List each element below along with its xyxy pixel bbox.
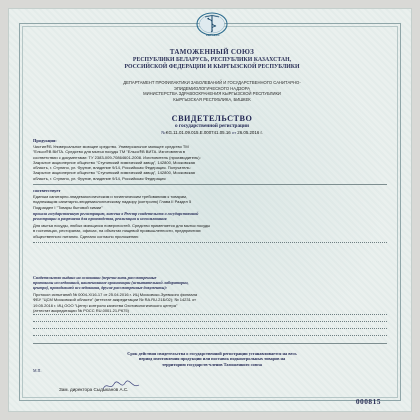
department-line-3: МИНИСТЕРСТВА ЗДРАВООХРАНЕНИЯ КЫРГЫЗСКОЙ РЕСПУБЛИКИ [143,91,281,97]
protocols-title [33,275,387,290]
certificate-title: СВИДЕТЕЛЬСТВО [171,114,253,123]
section-divider [33,184,387,185]
product-line: Закрытое акционерное общество "Ступинский химический завод", 142800, Московская [33,159,195,165]
protocol-line: ФБУ "ЦСМ Московской области" (аттестат аккредитации № RA.RU.21Б/02); № 14231 от [33,297,196,303]
number-prefix: № [161,130,166,135]
seal-mark: М.П. [33,368,42,373]
validity-line: Срок действия свидетельства о государственной регистрации устанавливается на весь [127,351,297,356]
product-line: Чистин®Б Универсальное моющее средство. Универсальное моющее средство ТМ [33,144,189,149]
product-line: Закрытое акционерное общество "Ступинский химический завод", 142800, Московская [33,170,195,176]
conformity-label: соответствует [33,188,61,193]
usage-line: Для мытья посуды, любых моющихся поверхностей. Средство применяется для мытья посуды [33,223,211,228]
conformity-line: Единым санитарно-эпидемиологическим и гигиеническим требованиям к товарам, [33,194,187,199]
union-title: ТАМОЖЕННЫЙ СОЮЗ [169,48,255,56]
emblem-label: ЕВРАЗЭС [206,34,220,37]
protocols-title-line: протоколы исследований, наименование организации (испытательной лаборатории, [33,280,189,286]
department-line-4: КЫРГЫЗСКАЯ РЕСПУБЛИКА, БИШКЕК [173,96,251,102]
product-line: соответствии с документами: ТУ 2383-009-70864601-2008. Изготовитель (производитель): [33,154,201,160]
registry-statement [33,211,387,221]
product-line: "Ельсо®В ВИТА. Средство для мытья посуды ТМ "Ельсо®В ВИТА. Изготовлена в [33,149,186,155]
certificate-date: 26.05.2016 г. [237,130,263,135]
certificate-subtitle: о государственной регистрации [174,123,250,129]
signatory: Зам. директора Сыдыканов А.С. [59,387,129,392]
protocols-title-line: Свидетельство выдано на основании (перечислить рассмотренные [33,275,157,280]
product-label: Продукция: [33,138,57,143]
section-divider [33,335,387,336]
usage-line: общественного питания. Сделано согласно приложению [33,233,139,239]
product-line: область, г. Ступино, ул. Фрунзе, владение 9/14, Российская Федерация. Получатель: [33,165,191,170]
certificate-title-block [49,114,375,130]
protocols-text [33,292,383,313]
union-line-3: РОССИЙСКОЙ ФЕДЕРАЦИИ И КЫРГЫЗСКОЙ РЕСПУБЛИКИ [124,64,300,71]
usage-text [33,223,383,239]
date-prefix: от [231,130,237,135]
certificate-number-line [49,130,375,135]
section-divider [33,321,387,322]
conformity-line: подлежащим санитарно-эпидемиологическому надзору (контролю) Глава II Раздел 5 [33,199,192,205]
section-divider [33,242,387,243]
department-line-1: ДЕПАРТАМЕНТ ПРОФИЛАКТИКИ ЗАБОЛЕВАНИЙ И ГОСУДАРСТВЕННОГО САНИТАРНО- [123,80,301,85]
validity-statement [45,351,379,367]
usage-line: в гостиницах, ресторанах, офисах, на объектах пищевой промышленности, предприятиях [33,228,201,234]
section-divider [33,343,387,344]
product-line: область, г. Ступино, ул. Фрунзе, владение 9/14, Российская Федерация [33,175,166,181]
conformity-text [33,194,383,210]
registry-line: прошла государственную регистрацию, внесена в Реестр свидетельств о государственной [33,211,199,216]
conformity-line: Подраздел I "Товары бытовой химии" [33,204,103,210]
protocol-line: Протокол испытаний № 0004-Х/16-17 от 25.04.2016 г. ИЦ Московско-Зуевского филиала [33,292,198,297]
union-header [49,49,375,72]
serial-number: 000815 [355,397,381,406]
issuing-department [49,80,375,102]
protocol-line: (аттестат аккредитации № РОСС RU.0001.21.РК75) [33,307,129,313]
protocol-line: 19.05.2016 г. ИЦ ООО "Центр контроля качества Охотовологического центра" [33,302,178,308]
protocols-title-line: центра), проводившей исследования, другие рассмотренные документы): [33,285,168,291]
registry-line: регистрации и разрешена для производства, реализации и использования [33,216,167,222]
section-divider [33,328,387,329]
certificate-number: KG.11.01.09.015.Е.000741.05.16 [165,130,231,135]
union-line-2: РЕСПУБЛИКИ БЕЛАРУСЬ, РЕСПУБЛИКИ КАЗАХСТАН, [132,56,292,63]
section-divider [33,314,387,315]
validity-line: период изготовления продукции или поставок подконтрольных товаров на [138,356,286,362]
department-line-2: ЭПИДЕМИОЛОГИЧЕСКОГО НАДЗОРА [173,85,251,91]
certificate-sheet [8,8,412,412]
product-text [33,144,383,181]
validity-line: территорию государств-членов Таможенного союза [162,361,262,367]
